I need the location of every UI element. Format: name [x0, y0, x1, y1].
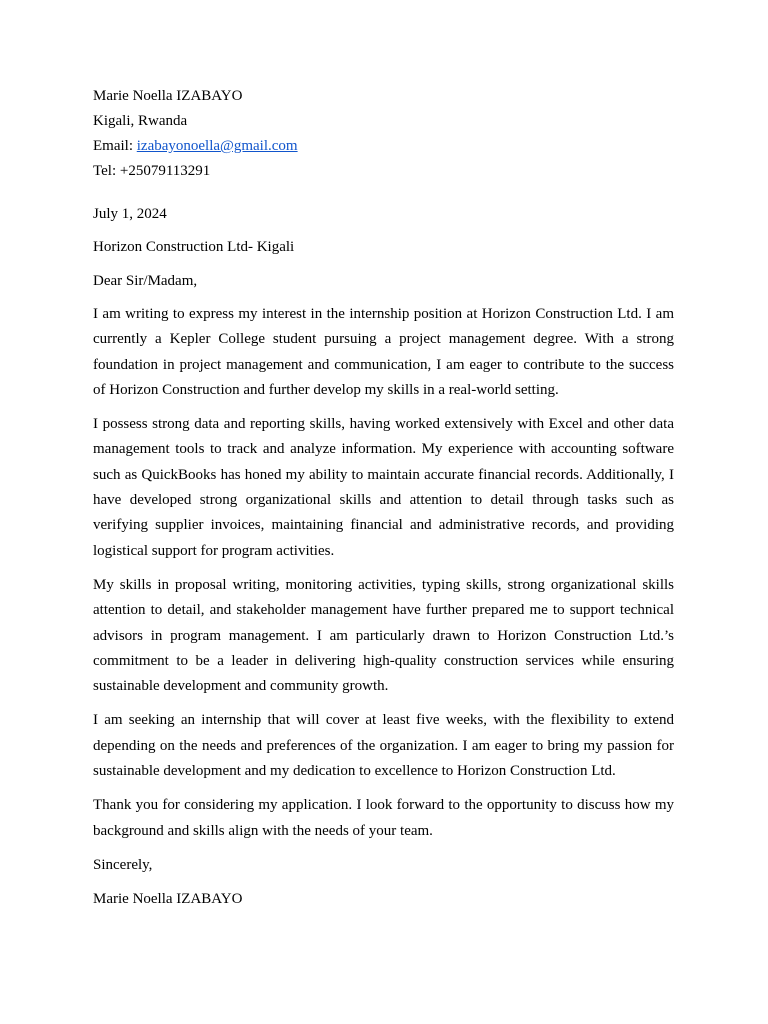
body-paragraph: My skills in proposal writing, monitoring activities, typing skills, strong organizational skills attention to detail, and stakeholder management have further prepared me to support technical advisors in program management. I am particularly drawn to Horizon Construction Ltd.’s commitment to be a leader in delivering high-quality construction services while ensuring sustainable development and community growth. [93, 576, 674, 695]
signature: Marie Noella IZABAYO [93, 890, 243, 907]
sender-name: Marie Noella IZABAYO [93, 88, 243, 104]
body-paragraph: I am seeking an internship that will cover at least five weeks, with the flexibility to extend depending on the needs and preferences of the organization. I am eager to bring my passion for sustainable development and my dedication to excellence to Horizon Construction Ltd. [93, 712, 674, 780]
body-paragraph-1-block [93, 302, 674, 403]
closing-block [93, 853, 674, 878]
letter-date: July 1, 2024 [93, 206, 167, 222]
body-paragraph-3-block [93, 573, 674, 699]
signature-block [93, 887, 674, 912]
sender-email-line [93, 134, 674, 159]
email-link[interactable]: izabayonoella@gmail.com [136, 138, 298, 154]
letter-date-block [93, 202, 674, 227]
body-paragraph-5-block [93, 793, 674, 844]
closing: Sincerely, [93, 856, 153, 873]
body-paragraph: I am writing to express my interest in the internship position at Horizon Construction Ltd. I am currently a Kepler College student pursuing a project management degree. With a strong foundation in project management and communication, I am eager to contribute to the success of Horizon Construction and further develop my skills in a real-world setting. [93, 306, 674, 398]
sender-block [93, 84, 674, 184]
body-paragraph-4-block [93, 708, 674, 784]
email-label: Email: [93, 138, 137, 154]
body-paragraph: Thank you for considering my application. I look forward to the opportunity to discuss how my background and skills align with the needs of your team. [93, 797, 674, 839]
salutation-block [93, 269, 674, 294]
salutation: Dear Sir/Madam, [93, 273, 198, 289]
recipient-block [93, 235, 674, 260]
body-paragraph: I possess strong data and reporting skills, having worked extensively with Excel and other data management tools to track and analyze information. My experience with accounting software such as QuickBooks has honed my ability to maintain accurate financial records. Additionally, I have developed strong organizational skills and attention to detail through tasks such as verifying supplier invoices, maintaining financial and administrative records, and providing logistical support for program activities. [93, 416, 674, 559]
body-paragraph-2-block [93, 412, 674, 564]
recipient: Horizon Construction Ltd- Kigali [93, 239, 295, 255]
sender-tel: Tel: +25079113291 [93, 163, 211, 179]
sender-location: Kigali, Rwanda [93, 113, 188, 129]
